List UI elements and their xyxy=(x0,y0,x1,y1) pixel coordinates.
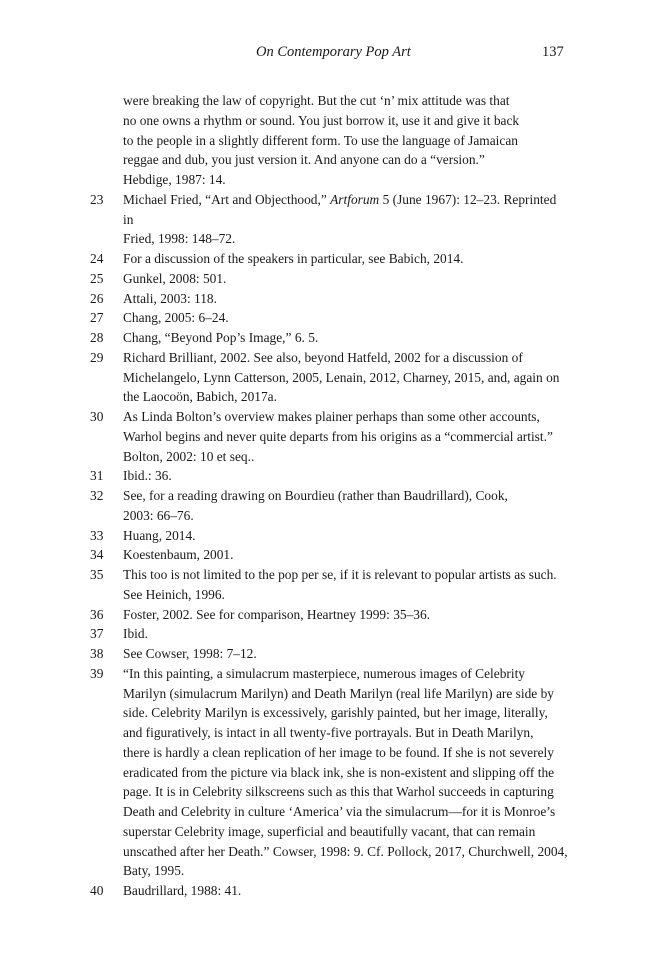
endnote-text xyxy=(123,605,570,625)
note-text-run: See, for a reading drawing on Bourdieu (rather than Baudrillard), Cook, 2003: 66–76. xyxy=(123,488,508,523)
endnote-36 xyxy=(90,605,570,625)
endnote-38 xyxy=(90,644,570,664)
endnote-40 xyxy=(90,881,570,901)
endnote-number: 24 xyxy=(90,251,104,266)
note-text-run: Richard Brilliant, 2002. See also, beyond Hatfeld, 2002 for a discussion of Michelangelo, Lynn Catterson, 2005, Lenain, 2012, Charney, 2015, and, again on the Laocoön, Babich, 2017a. xyxy=(123,349,560,405)
note-text-run: 5 (June 1967): 12–23. Reprinted in Fried, 1998: 148–72. xyxy=(123,191,557,247)
endnote-29 xyxy=(90,348,570,407)
endnote-text xyxy=(123,881,570,901)
endnote-27 xyxy=(90,308,570,328)
endnote-text xyxy=(123,526,570,546)
endnote-number: 30 xyxy=(90,409,104,424)
endnote-37 xyxy=(90,624,570,644)
endnote-23 xyxy=(90,190,570,249)
endnote-25 xyxy=(90,269,570,289)
endnote-number: 33 xyxy=(90,527,104,543)
endnote-text xyxy=(123,249,570,269)
endnote-text xyxy=(123,545,570,565)
endnote-text xyxy=(123,664,570,881)
endnote-text xyxy=(123,466,570,486)
endnote-text xyxy=(123,624,570,644)
note-text-run: Attali, 2003: 118. xyxy=(123,290,217,306)
italic-title: Artforum xyxy=(330,191,380,207)
note-text-run: Baudrillard, 1988: 41. xyxy=(123,883,242,898)
endnotes xyxy=(90,91,570,901)
endnote-31 xyxy=(90,466,570,486)
note-text-run: Ibid.: 36. xyxy=(123,468,172,484)
note-text-run: Foster, 2002. See for comparison, Heartney 1999: 35–36. xyxy=(123,606,431,622)
note-continuation: were breaking the law of copyright. But the cut ‘n’ mix attitude was that no one owns a rhythm or sound. You just borrow it, use it and give it back to the people in a slightly different form. To use the language of Jamaican reggae and dub, you just version it. And anyone can do a “version.” Hebdige, 1987: 14. xyxy=(123,93,520,187)
page-number: 137 xyxy=(542,44,564,60)
endnote-number: 29 xyxy=(90,349,104,365)
running-header xyxy=(0,44,650,64)
note-text-run: Ibid. xyxy=(123,626,148,642)
notes-list xyxy=(90,190,570,901)
endnote-number: 35 xyxy=(90,567,104,582)
endnote-number: 40 xyxy=(90,883,104,898)
note-text-run: See Cowser, 1998: 7–12. xyxy=(123,646,257,661)
endnote-number: 26 xyxy=(90,290,104,306)
endnote-26 xyxy=(90,289,570,309)
endnote-number: 39 xyxy=(90,665,104,681)
note-text-run: As Linda Bolton’s overview makes plainer perhaps than some other accounts, Warhol begins and never quite departs from his origins as a “commercial artist.” Bolton, 2002: 10 et seq.. xyxy=(123,409,553,464)
endnote-number: 23 xyxy=(90,191,104,207)
endnote-35 xyxy=(90,565,570,605)
note-text-run: Gunkel, 2008: 501. xyxy=(123,270,227,286)
endnote-text xyxy=(123,289,570,309)
endnote-33 xyxy=(90,526,570,546)
endnote-text xyxy=(123,328,570,348)
endnote-text xyxy=(123,190,570,249)
endnote-text xyxy=(123,565,570,605)
endnote-number: 36 xyxy=(90,606,104,622)
endnote-number: 37 xyxy=(90,626,104,642)
note-text-run: Michael Fried, “Art and Objecthood,” xyxy=(123,191,331,207)
endnote-34 xyxy=(90,545,570,565)
endnote-30 xyxy=(90,407,570,466)
running-title: On Contemporary Pop Art xyxy=(256,44,411,60)
endnote-number: 32 xyxy=(90,488,104,503)
note-text-run: This too is not limited to the pop per se, if it is relevant to popular artists as such. See Heinich, 1996. xyxy=(123,567,557,602)
note-text-run: “In this painting, a simulacrum masterpiece, numerous images of Celebrity Marilyn (simulacrum Marilyn) and Death Marilyn (real life Marilyn) are side by side. Celebrity Marilyn is excessively, garishly painted, but her image, literally, and figuratively, is intact in all twenty-five portrayals. But in Death Marilyn, there is hardly a clean replication of her image to be found. If she is not severely eradicated from the picture via black ink, she is non-existent and slipping off the page. It is in Celebrity silkscreens such as this that Warhol succeeds in capturing Death and Celebrity in culture ‘America’ via the simulacrum—for it is Monroe’s superstar Celebrity image, superficial and beautifully vacant, that can remain unscathed after her Death.” Cowser, 1998: 9. Cf. Pollock, 2017, Churchwell, 2004, Baty, 1995. xyxy=(123,665,568,879)
endnote-text xyxy=(123,486,570,526)
note-text-run: Chang, 2005: 6–24. xyxy=(123,310,229,326)
endnote-number: 27 xyxy=(90,310,104,326)
endnote-number: 34 xyxy=(90,547,104,563)
endnote-24 xyxy=(90,249,570,269)
note-text-run: Chang, “Beyond Pop’s Image,” 6. 5. xyxy=(123,330,319,345)
endnote-39 xyxy=(90,664,570,881)
endnote-number: 38 xyxy=(90,646,104,661)
endnote-text xyxy=(123,269,570,289)
endnote-number: 25 xyxy=(90,270,104,286)
endnote-text xyxy=(123,407,570,466)
note-text-run: For a discussion of the speakers in particular, see Babich, 2014. xyxy=(123,251,464,266)
endnote-text xyxy=(123,308,570,328)
endnote-text xyxy=(123,348,570,407)
endnote-32 xyxy=(90,486,570,526)
endnote-number: 31 xyxy=(90,468,104,484)
note-text-run: Huang, 2014. xyxy=(123,527,196,543)
note-text-run: Koestenbaum, 2001. xyxy=(123,547,234,563)
endnote-text xyxy=(123,644,570,664)
endnote-28 xyxy=(90,328,570,348)
endnote-number: 28 xyxy=(90,330,104,345)
